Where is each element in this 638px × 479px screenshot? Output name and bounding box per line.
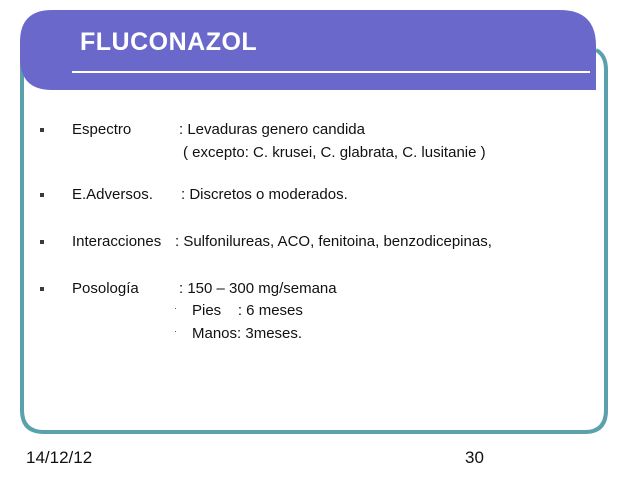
item-label-adversos: E.Adversos.	[72, 186, 153, 203]
footer-date: 14/12/12	[26, 448, 93, 467]
bullet-icon	[40, 287, 44, 291]
sub-bullet-icon: ·	[174, 326, 177, 336]
sub-item-manos: Manos: 3meses.	[192, 325, 303, 342]
item-label-interacciones: Interacciones	[72, 233, 162, 250]
sub-item-pies: Pies : 6 meses	[192, 302, 303, 319]
bullet-icon	[40, 128, 44, 132]
item-label-posologia: Posología	[72, 280, 139, 297]
item-continuation-espectro: ( excepto: C. krusei, C. glabrata, C. lusitanie )	[183, 144, 486, 161]
item-value-espectro: : Levaduras genero candida	[179, 121, 365, 138]
item-value-interacciones: : Sulfonilureas, ACO, fenitoina, benzodicepinas,	[175, 233, 492, 250]
sub-bullet-icon: ·	[174, 303, 177, 313]
item-value-adversos: : Discretos o moderados.	[181, 186, 348, 203]
slide-title: FLUCONAZOL	[80, 28, 258, 56]
bullet-icon	[40, 240, 44, 244]
item-value-posologia: : 150 – 300 mg/semana	[179, 280, 337, 297]
bullet-icon	[40, 193, 44, 197]
item-label-espectro: Espectro	[72, 121, 132, 138]
page-number: 30	[465, 448, 484, 467]
